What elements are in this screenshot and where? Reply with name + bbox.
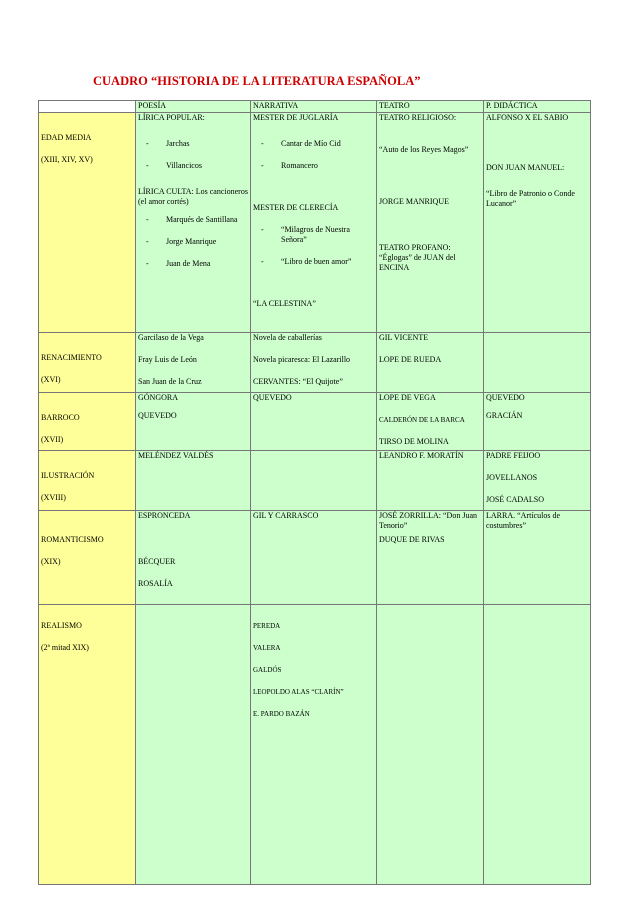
header-didactica: P. DIDÁCTICA (484, 101, 591, 113)
text-patronio: “Libro de Patronio o Conde Lucanor” (486, 189, 575, 208)
realismo-teatro (377, 605, 484, 885)
text-jarchas: Jarchas (166, 139, 190, 148)
period-name: RENACIMIENTO (41, 353, 102, 362)
text-espronceda: ESPRONCEDA (138, 511, 191, 520)
text-moratin: LEANDRO F. MORATÍN (379, 451, 464, 460)
text-jorge-manrique: JORGE MANRIQUE (379, 197, 449, 206)
row-barroco (39, 393, 591, 451)
page-title: CUADRO “HISTORIA DE LA LITERATURA ESPAÑOLA” (93, 74, 421, 88)
ilustracion-didactica (484, 451, 591, 511)
text-teatro-profano: TEATRO PROFANO: “Églogas” de JUAN del ENCINA (379, 243, 456, 272)
text-pardo-bazan: E. PARDO BAZÁN (253, 710, 310, 718)
list-item: - “Libro de buen amor” (261, 257, 352, 266)
header-empty-cell (39, 101, 136, 113)
renacimiento-poesia (136, 333, 251, 393)
row-renacimiento (39, 333, 591, 393)
text-gongora: GÓNGORA (138, 393, 178, 402)
row-ilustracion (39, 451, 591, 511)
edad-media-didactica (484, 113, 591, 333)
period-ilustracion (39, 451, 136, 511)
text-gracian: GRACIÁN (486, 411, 523, 420)
row-edad-media (39, 113, 591, 333)
text-fray-luis: Fray Luis de León (138, 355, 197, 364)
edad-media-narrativa (251, 113, 377, 333)
text-rosalia: ROSALÍA (138, 579, 173, 588)
text-celestina: “LA CELESTINA” (253, 299, 316, 308)
text-clerecia: MESTER DE CLERECÍA (253, 203, 339, 212)
text-galdos: GALDÓS (253, 666, 282, 674)
text-cid: Cantar de Mío Cid (281, 139, 341, 148)
text-lope-rueda: LOPE DE RUEDA (379, 355, 442, 364)
list-item: - “Milagros de Nuestra Señora” (253, 225, 374, 245)
period-name: REALISMO (41, 621, 82, 630)
renacimiento-narrativa (251, 333, 377, 393)
text-pereda: PEREDA (253, 622, 281, 630)
text-melendez: MELÉNDEZ VALDÉS (138, 451, 214, 460)
realismo-poesia (136, 605, 251, 885)
period-barroco (39, 393, 136, 451)
period-name: EDAD MEDIA (41, 133, 92, 142)
header-poesia: POESÍA (136, 101, 251, 113)
ilustracion-poesia (136, 451, 251, 511)
renacimiento-teatro (377, 333, 484, 393)
text-santillana: Marqués de Santillana (166, 215, 238, 224)
text-jovellanos: JOVELLANOS (486, 473, 538, 482)
text-auto-reyes: “Auto de los Reyes Magos” (379, 145, 469, 154)
text-garcilaso: Garcilaso de la Vega (138, 333, 204, 342)
text-becquer: BÉCQUER (138, 557, 176, 566)
text-zorrilla: JOSÉ ZORRILLA: “Don Juan Tenorio” (379, 511, 477, 530)
text-duque-rivas: DUQUE DE RIVAS (379, 535, 445, 544)
header-teatro: TEATRO (377, 101, 484, 113)
text-romancero: Romancero (281, 161, 318, 170)
text-quevedo: QUEVEDO (138, 411, 177, 420)
text-mena: Juan de Mena (166, 259, 211, 268)
barroco-poesia (136, 393, 251, 451)
ilustracion-teatro (377, 451, 484, 511)
row-romanticismo (39, 511, 591, 605)
text-lirica-popular: LÍRICA POPULAR: (138, 113, 205, 122)
text-quevedo: QUEVEDO (253, 393, 292, 402)
text-juglaria: MESTER DE JUGLARÍA (253, 113, 339, 122)
text-calderon: CALDERÓN DE LA BARCA (379, 416, 465, 424)
list-item: - Romancero (261, 161, 318, 170)
text-gil-carrasco: GIL Y CARRASCO (253, 511, 319, 520)
period-renacimiento (39, 333, 136, 393)
text-feijoo: PADRE FEIJOO (486, 451, 541, 460)
literature-table (38, 100, 591, 885)
list-item: - Marqués de Santillana (146, 215, 238, 224)
period-centuries: (XIX) (41, 557, 61, 566)
period-name: ILUSTRACIÓN (41, 471, 95, 480)
list-item: - Jarchas (146, 139, 190, 148)
header-narrativa: NARRATIVA (251, 101, 377, 113)
romanticismo-didactica (484, 511, 591, 605)
text-tirso: TIRSO DE MOLINA (379, 437, 449, 446)
text-quijote: CERVANTES: “El Quijote” (253, 377, 343, 386)
text-alfonso: ALFONSO X EL SABIO (486, 113, 569, 122)
period-name: ROMANTICISMO (41, 535, 104, 544)
row-realismo (39, 605, 591, 885)
text-teatro-religioso: TEATRO RELIGIOSO: (379, 113, 457, 122)
period-centuries: (XVII) (41, 435, 64, 444)
text-picaresca: Novela picaresca: El Lazarillo (253, 355, 351, 364)
text-gil-vicente: GIL VICENTE (379, 333, 429, 342)
period-edad-media (39, 113, 136, 333)
romanticismo-poesia (136, 511, 251, 605)
period-centuries: (2ª mitad XIX) (41, 643, 89, 652)
period-centuries: (XVIII) (41, 493, 66, 502)
text-milagros: “Milagros de Nuestra Señora” (281, 225, 350, 244)
text-san-juan: San Juan de la Cruz (138, 377, 202, 386)
period-name: BARROCO (41, 413, 80, 422)
text-buen-amor: “Libro de buen amor” (281, 257, 352, 266)
text-cadalso: JOSÉ CADALSO (486, 495, 545, 504)
header-row (39, 101, 591, 113)
romanticismo-teatro (377, 511, 484, 605)
period-centuries: (XIII, XIV, XV) (41, 155, 93, 164)
text-quevedo: QUEVEDO (486, 393, 525, 402)
list-item: - Villancicos (146, 161, 202, 170)
barroco-teatro (377, 393, 484, 451)
period-romanticismo (39, 511, 136, 605)
text-lope-vega: LOPE DE VEGA (379, 393, 436, 402)
text-juan-manuel: DON JUAN MANUEL: (486, 163, 565, 172)
list-item: - Cantar de Mío Cid (261, 139, 341, 148)
ilustracion-narrativa (251, 451, 377, 511)
period-centuries: (XVI) (41, 375, 61, 384)
text-caballerias: Novela de caballerías (253, 333, 322, 342)
text-manrique: Jorge Manrique (166, 237, 217, 246)
text-villancicos: Villancicos (166, 161, 202, 170)
renacimiento-didactica (484, 333, 591, 393)
edad-media-poesia (136, 113, 251, 333)
barroco-narrativa (251, 393, 377, 451)
list-item: - Jorge Manrique (146, 237, 217, 246)
text-lirica-culta: LÍRICA CULTA: Los cancioneros (el amor cortés) (138, 187, 248, 206)
text-valera: VALERA (253, 644, 281, 652)
text-clarin: LEOPOLDO ALAS “CLARÍN” (253, 688, 344, 696)
romanticismo-narrativa (251, 511, 377, 605)
realismo-narrativa (251, 605, 377, 885)
barroco-didactica (484, 393, 591, 451)
edad-media-teatro (377, 113, 484, 333)
realismo-didactica (484, 605, 591, 885)
text-larra: LARRA. “Artículos de costumbres” (486, 511, 560, 530)
list-item: - Juan de Mena (146, 259, 211, 268)
period-realismo (39, 605, 136, 885)
